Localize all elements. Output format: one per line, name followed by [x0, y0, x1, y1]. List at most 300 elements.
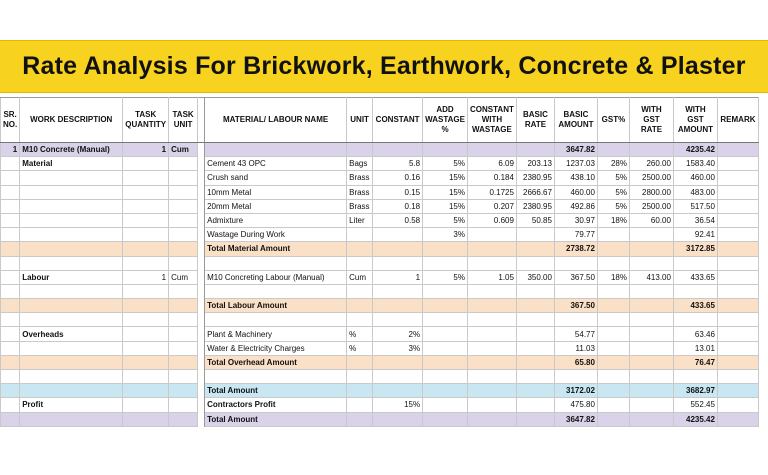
cell-unit [347, 313, 373, 327]
cell-material-name [205, 256, 347, 270]
cell-remark [717, 370, 758, 384]
column-gap [198, 199, 205, 213]
cell-with-gst-rate [629, 370, 673, 384]
cell-constant: 0.16 [373, 171, 423, 185]
cell-task-unit: Cum [169, 270, 198, 284]
cell-constant-with-wastage: 0.184 [467, 171, 516, 185]
cell-basic-amount: 367.50 [554, 270, 597, 284]
cell-material-name: Total Amount [205, 412, 347, 426]
cell-sr [1, 341, 20, 355]
cell-basic-amount: 3647.82 [554, 412, 597, 426]
cell-sr [1, 284, 20, 298]
cell-basic-amount: 492.86 [554, 199, 597, 213]
table-row [1, 199, 759, 213]
cell-remark [717, 327, 758, 341]
cell-wastage [423, 341, 468, 355]
cell-constant [373, 412, 423, 426]
cell-gst [597, 341, 629, 355]
cell-constant-with-wastage [467, 284, 516, 298]
cell-unit [347, 284, 373, 298]
cell-basic-amount: 79.77 [554, 228, 597, 242]
col-header-constant: CONSTANT [373, 98, 423, 143]
cell-sr [1, 228, 20, 242]
cell-sr [1, 199, 20, 213]
cell-material-name [205, 313, 347, 327]
cell-material-name: Admixture [205, 213, 347, 227]
cell-constant-with-wastage: 0.1725 [467, 185, 516, 199]
table-row [1, 213, 759, 227]
column-gap [198, 341, 205, 355]
cell-sr [1, 327, 20, 341]
cell-constant-with-wastage [467, 299, 516, 313]
cell-task-unit [169, 242, 198, 256]
cell-wastage [423, 242, 468, 256]
table-row [1, 355, 759, 369]
cell-sr [1, 313, 20, 327]
col-header-unit: UNIT [347, 98, 373, 143]
cell-gst [597, 370, 629, 384]
cell-wastage: 5% [423, 270, 468, 284]
table-row [1, 284, 759, 298]
title-banner [0, 40, 768, 93]
cell-with-gst-rate [629, 299, 673, 313]
col-header-with-gst-amount: WITH GST AMOUNT [673, 98, 717, 143]
cell-constant-with-wastage [467, 327, 516, 341]
cell-unit [347, 299, 373, 313]
cell-remark [717, 313, 758, 327]
cell-remark [717, 199, 758, 213]
cell-task-quantity [123, 213, 169, 227]
cell-constant [373, 384, 423, 398]
cell-work-description [20, 370, 123, 384]
cell-task-unit [169, 228, 198, 242]
cell-task-unit [169, 157, 198, 171]
cell-constant-with-wastage [467, 256, 516, 270]
column-gap [198, 171, 205, 185]
cell-material-name: Cement 43 OPC [205, 157, 347, 171]
cell-with-gst-amount: 76.47 [673, 355, 717, 369]
cell-constant-with-wastage [467, 398, 516, 412]
cell-sr: 1 [1, 143, 20, 157]
cell-constant: 3% [373, 341, 423, 355]
column-gap [198, 185, 205, 199]
cell-gst: 18% [597, 213, 629, 227]
cell-unit [347, 398, 373, 412]
cell-unit: Cum [347, 270, 373, 284]
cell-remark [717, 398, 758, 412]
cell-task-unit [169, 327, 198, 341]
cell-constant [373, 313, 423, 327]
page-title: Rate Analysis For Brickwork, Earthwork, Concrete & Plaster [22, 52, 746, 80]
cell-gst: 5% [597, 171, 629, 185]
cell-task-unit [169, 355, 198, 369]
cell-basic-rate [516, 256, 554, 270]
cell-unit: Brass [347, 185, 373, 199]
table-row [1, 299, 759, 313]
cell-unit: Brass [347, 199, 373, 213]
column-gap [198, 98, 205, 143]
cell-with-gst-rate [629, 242, 673, 256]
cell-with-gst-rate [629, 398, 673, 412]
cell-material-name: Wastage During Work [205, 228, 347, 242]
cell-task-quantity [123, 412, 169, 426]
table-row [1, 270, 759, 284]
cell-with-gst-rate: 260.00 [629, 157, 673, 171]
cell-with-gst-amount: 460.00 [673, 171, 717, 185]
cell-constant-with-wastage: 0.207 [467, 199, 516, 213]
cell-work-description [20, 199, 123, 213]
cell-gst [597, 299, 629, 313]
cell-sr [1, 384, 20, 398]
cell-basic-rate: 2380.95 [516, 199, 554, 213]
cell-basic-rate [516, 143, 554, 157]
cell-with-gst-amount [673, 313, 717, 327]
cell-task-unit [169, 284, 198, 298]
cell-with-gst-amount: 483.00 [673, 185, 717, 199]
cell-with-gst-amount: 433.65 [673, 299, 717, 313]
table-row [1, 185, 759, 199]
cell-constant: 1 [373, 270, 423, 284]
cell-constant [373, 143, 423, 157]
table-row [1, 341, 759, 355]
cell-work-description [20, 299, 123, 313]
cell-material-name [205, 284, 347, 298]
cell-work-description [20, 412, 123, 426]
cell-with-gst-rate: 2500.00 [629, 171, 673, 185]
cell-with-gst-amount: 552.45 [673, 398, 717, 412]
cell-remark [717, 355, 758, 369]
cell-task-unit [169, 299, 198, 313]
cell-task-quantity [123, 171, 169, 185]
cell-constant-with-wastage [467, 384, 516, 398]
cell-work-description [20, 341, 123, 355]
cell-task-quantity [123, 299, 169, 313]
cell-unit [347, 384, 373, 398]
cell-wastage: 15% [423, 199, 468, 213]
cell-with-gst-rate [629, 143, 673, 157]
cell-unit: Liter [347, 213, 373, 227]
col-header-work: WORK DESCRIPTION [20, 98, 123, 143]
cell-wastage [423, 384, 468, 398]
cell-gst: 18% [597, 270, 629, 284]
cell-task-quantity [123, 199, 169, 213]
cell-sr [1, 256, 20, 270]
cell-sr [1, 299, 20, 313]
cell-wastage: 15% [423, 171, 468, 185]
cell-gst [597, 412, 629, 426]
cell-wastage: 3% [423, 228, 468, 242]
cell-with-gst-rate: 413.00 [629, 270, 673, 284]
cell-work-description [20, 384, 123, 398]
column-gap [198, 327, 205, 341]
cell-material-name: Crush sand [205, 171, 347, 185]
cell-task-unit [169, 199, 198, 213]
cell-basic-rate [516, 355, 554, 369]
cell-work-description [20, 185, 123, 199]
cell-remark [717, 157, 758, 171]
cell-work-description [20, 242, 123, 256]
cell-basic-amount [554, 256, 597, 270]
cell-with-gst-amount: 433.65 [673, 270, 717, 284]
cell-wastage: 5% [423, 157, 468, 171]
cell-work-description: M10 Concrete (Manual) [20, 143, 123, 157]
table-row [1, 412, 759, 426]
column-gap [198, 384, 205, 398]
cell-basic-rate: 2380.95 [516, 171, 554, 185]
cell-with-gst-amount: 63.46 [673, 327, 717, 341]
cell-basic-rate [516, 341, 554, 355]
cell-basic-amount: 475.80 [554, 398, 597, 412]
cell-with-gst-rate [629, 355, 673, 369]
col-header-basic-rate: BASIC RATE [516, 98, 554, 143]
cell-task-quantity [123, 384, 169, 398]
cell-material-name [205, 370, 347, 384]
cell-sr [1, 355, 20, 369]
cell-task-unit [169, 256, 198, 270]
cell-wastage [423, 299, 468, 313]
column-gap [198, 284, 205, 298]
column-gap [198, 398, 205, 412]
cell-basic-rate [516, 370, 554, 384]
cell-work-description: Profit [20, 398, 123, 412]
cell-constant-with-wastage: 0.609 [467, 213, 516, 227]
cell-sr [1, 157, 20, 171]
cell-with-gst-amount: 1583.40 [673, 157, 717, 171]
cell-basic-amount [554, 284, 597, 298]
column-gap [198, 157, 205, 171]
cell-sr [1, 185, 20, 199]
cell-task-quantity [123, 398, 169, 412]
cell-material-name: 20mm Metal [205, 199, 347, 213]
cell-remark [717, 341, 758, 355]
cell-basic-amount: 30.97 [554, 213, 597, 227]
cell-basic-amount: 2738.72 [554, 242, 597, 256]
cell-gst [597, 143, 629, 157]
cell-work-description [20, 171, 123, 185]
cell-task-unit [169, 313, 198, 327]
cell-wastage [423, 256, 468, 270]
cell-material-name: Water & Electricity Charges [205, 341, 347, 355]
col-header-gst: GST% [597, 98, 629, 143]
cell-basic-rate [516, 242, 554, 256]
cell-constant: 0.18 [373, 199, 423, 213]
col-header-with-gst-rate: WITH GST RATE [629, 98, 673, 143]
cell-task-quantity [123, 313, 169, 327]
cell-task-quantity [123, 228, 169, 242]
cell-basic-rate [516, 299, 554, 313]
cell-constant [373, 370, 423, 384]
cell-wastage [423, 398, 468, 412]
cell-constant-with-wastage [467, 242, 516, 256]
cell-remark [717, 270, 758, 284]
cell-constant: 2% [373, 327, 423, 341]
cell-material-name: Total Amount [205, 384, 347, 398]
cell-with-gst-rate [629, 412, 673, 426]
cell-remark [717, 213, 758, 227]
cell-constant-with-wastage: 6.09 [467, 157, 516, 171]
cell-sr [1, 370, 20, 384]
cell-with-gst-rate [629, 256, 673, 270]
cell-task-quantity [123, 284, 169, 298]
cell-constant-with-wastage [467, 228, 516, 242]
cell-with-gst-amount: 4235.42 [673, 412, 717, 426]
cell-remark [717, 299, 758, 313]
cell-sr [1, 398, 20, 412]
cell-unit: % [347, 327, 373, 341]
cell-remark [717, 228, 758, 242]
cell-constant [373, 256, 423, 270]
col-header-remark: REMARK [717, 98, 758, 143]
cell-material-name: Contractors Profit [205, 398, 347, 412]
cell-wastage [423, 143, 468, 157]
cell-sr [1, 213, 20, 227]
cell-task-quantity: 1 [123, 270, 169, 284]
cell-gst [597, 242, 629, 256]
cell-with-gst-rate: 60.00 [629, 213, 673, 227]
cell-unit [347, 143, 373, 157]
cell-with-gst-rate [629, 284, 673, 298]
cell-basic-rate: 50.85 [516, 213, 554, 227]
cell-task-unit [169, 185, 198, 199]
cell-basic-amount: 65.80 [554, 355, 597, 369]
cell-task-quantity [123, 242, 169, 256]
cell-task-unit [169, 398, 198, 412]
cell-basic-amount: 11.03 [554, 341, 597, 355]
cell-basic-rate [516, 284, 554, 298]
cell-material-name: Total Material Amount [205, 242, 347, 256]
column-gap [198, 370, 205, 384]
cell-gst: 5% [597, 185, 629, 199]
cell-constant: 15% [373, 398, 423, 412]
cell-remark [717, 185, 758, 199]
cell-basic-amount: 1237.03 [554, 157, 597, 171]
cell-constant [373, 299, 423, 313]
rate-analysis-table [0, 97, 759, 427]
cell-basic-rate [516, 327, 554, 341]
cell-remark [717, 284, 758, 298]
cell-basic-rate [516, 228, 554, 242]
cell-material-name: Total Labour Amount [205, 299, 347, 313]
column-gap [198, 313, 205, 327]
cell-remark [717, 384, 758, 398]
cell-basic-rate [516, 384, 554, 398]
cell-work-description: Labour [20, 270, 123, 284]
cell-basic-rate [516, 313, 554, 327]
cell-gst [597, 398, 629, 412]
cell-constant: 5.8 [373, 157, 423, 171]
cell-material-name: 10mm Metal [205, 185, 347, 199]
column-gap [198, 242, 205, 256]
cell-with-gst-rate: 2500.00 [629, 199, 673, 213]
cell-wastage: 5% [423, 213, 468, 227]
table-row [1, 143, 759, 157]
cell-sr [1, 242, 20, 256]
header-row [1, 98, 759, 143]
cell-material-name: Total Overhead Amount [205, 355, 347, 369]
cell-work-description [20, 313, 123, 327]
cell-task-unit [169, 370, 198, 384]
cell-gst [597, 384, 629, 398]
cell-gst [597, 256, 629, 270]
cell-unit [347, 355, 373, 369]
col-header-sr: SR. NO. [1, 98, 20, 143]
cell-gst [597, 313, 629, 327]
cell-unit [347, 228, 373, 242]
cell-basic-amount: 54.77 [554, 327, 597, 341]
col-header-basic-amount: BASIC AMOUNT [554, 98, 597, 143]
cell-remark [717, 242, 758, 256]
column-gap [198, 228, 205, 242]
cell-with-gst-rate: 2800.00 [629, 185, 673, 199]
cell-work-description [20, 228, 123, 242]
cell-work-description [20, 355, 123, 369]
column-gap [198, 213, 205, 227]
cell-task-unit [169, 171, 198, 185]
column-gap [198, 256, 205, 270]
cell-basic-rate [516, 398, 554, 412]
cell-with-gst-amount [673, 256, 717, 270]
cell-gst: 28% [597, 157, 629, 171]
cell-gst [597, 327, 629, 341]
cell-basic-rate: 350.00 [516, 270, 554, 284]
cell-task-quantity [123, 341, 169, 355]
cell-unit [347, 370, 373, 384]
cell-work-description [20, 213, 123, 227]
cell-with-gst-amount: 3682.97 [673, 384, 717, 398]
cell-gst [597, 228, 629, 242]
cell-basic-rate [516, 412, 554, 426]
table-row [1, 256, 759, 270]
cell-material-name: M10 Concreting Labour (Manual) [205, 270, 347, 284]
cell-constant-with-wastage [467, 341, 516, 355]
cell-wastage [423, 313, 468, 327]
cell-basic-amount: 3172.02 [554, 384, 597, 398]
cell-constant-with-wastage [467, 313, 516, 327]
table-row [1, 398, 759, 412]
table-row [1, 157, 759, 171]
cell-basic-amount: 3647.82 [554, 143, 597, 157]
cell-constant [373, 355, 423, 369]
cell-gst [597, 355, 629, 369]
cell-constant [373, 284, 423, 298]
cell-with-gst-amount: 36.54 [673, 213, 717, 227]
cell-with-gst-amount [673, 284, 717, 298]
cell-with-gst-rate [629, 341, 673, 355]
cell-with-gst-amount: 4235.42 [673, 143, 717, 157]
cell-unit: Bags [347, 157, 373, 171]
cell-basic-amount [554, 313, 597, 327]
table-row [1, 242, 759, 256]
cell-basic-rate: 203.13 [516, 157, 554, 171]
column-gap [198, 412, 205, 426]
cell-with-gst-rate [629, 327, 673, 341]
column-gap [198, 143, 205, 157]
cell-gst [597, 284, 629, 298]
cell-work-description: Overheads [20, 327, 123, 341]
cell-task-unit: Cum [169, 143, 198, 157]
col-header-task-qty: TASK QUANTITY [123, 98, 169, 143]
cell-constant-with-wastage [467, 412, 516, 426]
cell-wastage [423, 412, 468, 426]
cell-remark [717, 412, 758, 426]
cell-constant: 0.58 [373, 213, 423, 227]
cell-wastage: 15% [423, 185, 468, 199]
cell-work-description [20, 256, 123, 270]
cell-remark [717, 143, 758, 157]
cell-task-quantity [123, 370, 169, 384]
cell-constant [373, 242, 423, 256]
cell-unit [347, 256, 373, 270]
